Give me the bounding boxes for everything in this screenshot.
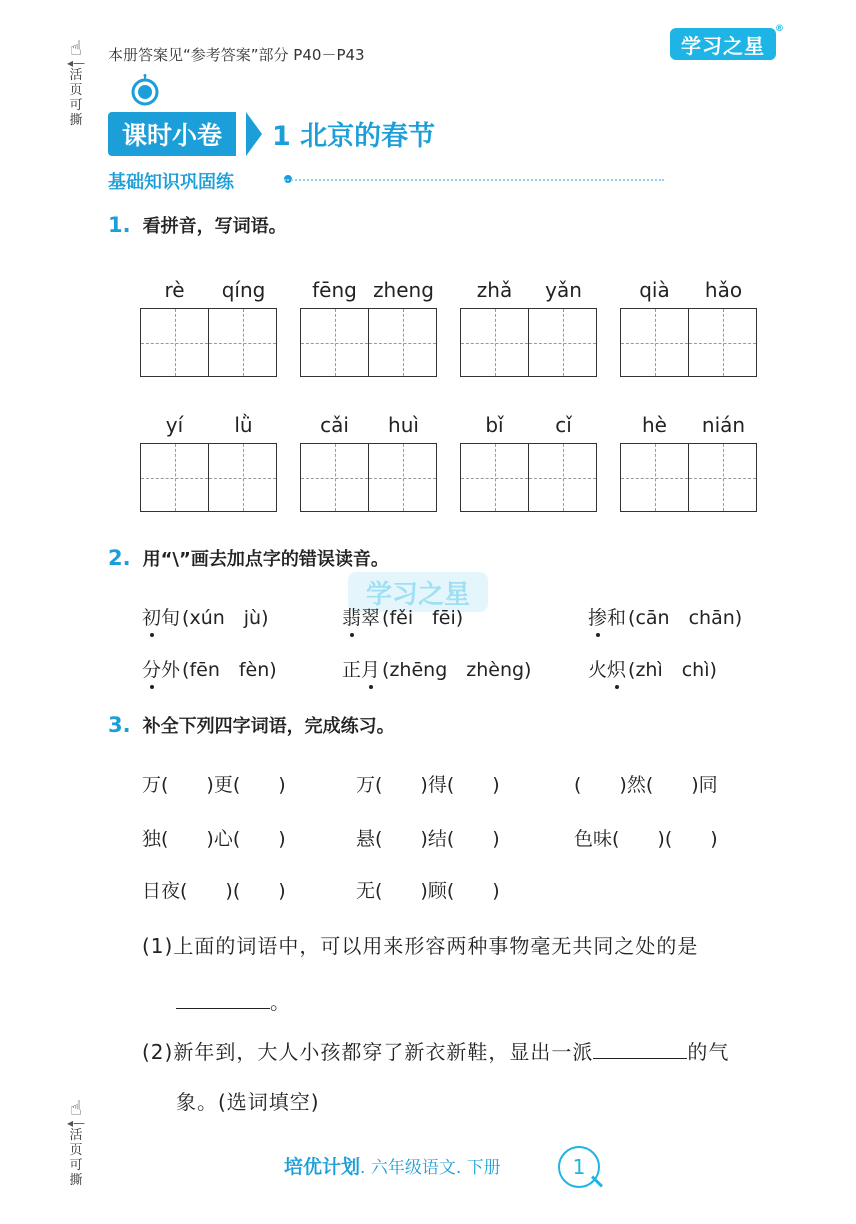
idiom-blank[interactable]: 万( )得( ) — [356, 774, 500, 796]
sub-question-2 — [142, 1036, 729, 1065]
word-box — [300, 413, 438, 512]
pinyin: huì — [388, 413, 419, 437]
sub-question-2-text-cont: 的气 — [687, 1040, 730, 1064]
writing-cell[interactable] — [689, 308, 757, 377]
answer-note: 本册答案见“参考答案”部分 P40－P43 — [108, 46, 365, 64]
pinyin-options[interactable]: (fēn fèn) — [182, 659, 277, 681]
reading-item — [342, 655, 531, 682]
idiom-blank[interactable]: 色味( )( ) — [574, 828, 718, 850]
pinyin: lǜ — [234, 413, 253, 437]
idiom-blank[interactable]: ( )然( )同 — [574, 774, 718, 796]
writing-cell[interactable] — [369, 308, 437, 377]
dotted-char: 初 — [142, 603, 161, 630]
tear-off-label: 活页可撕 — [69, 1128, 83, 1188]
pinyin: bǐ — [485, 413, 504, 437]
writing-cell[interactable] — [689, 443, 757, 512]
reading-item — [142, 655, 277, 682]
word-box — [460, 278, 598, 377]
dotted-char: 掺 — [588, 603, 607, 630]
writing-cell[interactable] — [529, 443, 597, 512]
writing-cell[interactable] — [529, 308, 597, 377]
writing-cell[interactable] — [140, 308, 209, 377]
writing-cell[interactable] — [460, 443, 529, 512]
dotted-char: 分 — [142, 655, 161, 682]
char: 正 — [342, 659, 362, 681]
question-number: 1. — [108, 213, 131, 237]
reading-item — [588, 655, 717, 682]
question-number: 3. — [108, 713, 131, 737]
idiom-blank[interactable]: 悬( )结( ) — [356, 828, 500, 850]
tear-off-marker-bottom — [62, 1098, 90, 1188]
brand-logo — [670, 24, 785, 60]
writing-cell[interactable] — [300, 443, 369, 512]
char: 和 — [607, 607, 627, 629]
pinyin: nián — [701, 413, 746, 437]
sub-question-2-line2: 象。(选词填空) — [176, 1090, 320, 1114]
word-box — [620, 278, 758, 377]
section-title: 基础知识巩固练 — [108, 172, 234, 193]
hand-icon: ☝ — [69, 1096, 83, 1120]
series-name: 培优计划 — [284, 1156, 361, 1178]
dotted-char: 炽 — [607, 655, 626, 682]
pinyin: rè — [164, 278, 185, 302]
watermark-logo: 学习之星 — [348, 572, 488, 612]
pinyin: hè — [642, 413, 667, 437]
pinyin: zheng — [373, 278, 434, 302]
pinyin: cǎi — [320, 413, 349, 437]
lesson-title: 1 北京的春节 — [272, 121, 436, 152]
astronaut-icon — [128, 74, 162, 108]
writing-cell[interactable] — [209, 443, 277, 512]
word-box — [460, 413, 598, 512]
pinyin: qíng — [221, 278, 266, 302]
writing-cell[interactable] — [209, 308, 277, 377]
idiom-blank[interactable]: 日夜( )( ) — [142, 880, 286, 902]
char: 翠 — [361, 607, 381, 629]
idiom-blank[interactable]: 万( )更( ) — [142, 774, 286, 796]
grade-info: . 六年级语文. 下册 — [360, 1158, 501, 1178]
sub-question-2-text: (2)新年到，大人小孩都穿了新衣新鞋，显出一派 — [142, 1040, 594, 1064]
writing-cell[interactable] — [300, 308, 369, 377]
pinyin-options[interactable]: (xún jù) — [182, 607, 269, 629]
char: 火 — [588, 659, 608, 681]
word-box — [140, 278, 278, 377]
pinyin: hǎo — [704, 278, 743, 302]
word-box — [140, 413, 278, 512]
question-number: 2. — [108, 546, 131, 570]
pinyin: fēng — [312, 278, 357, 302]
tear-off-marker-top — [62, 38, 90, 128]
hand-icon: ☝ — [69, 36, 83, 60]
pinyin: cǐ — [555, 413, 572, 437]
sub-question-1-answer — [176, 986, 291, 1015]
pinyin: yí — [165, 413, 184, 437]
dotted-char: 月 — [361, 655, 380, 682]
pinyin: zhǎ — [476, 278, 513, 302]
question-text: 补全下列四字词语，完成练习。 — [142, 716, 395, 737]
registered-mark: ® — [775, 24, 785, 34]
tear-off-label: 活页可撕 — [69, 68, 83, 128]
writing-cell[interactable] — [620, 308, 689, 377]
answer-blank[interactable] — [176, 990, 270, 1009]
question-text: 看拼音，写词语。 — [142, 216, 287, 237]
brand-name: 学习之星 — [681, 33, 765, 58]
idiom-blank[interactable]: 无( )顾( ) — [356, 880, 500, 902]
word-box — [620, 413, 758, 512]
pinyin-options[interactable]: (zhēng zhèng) — [382, 659, 532, 681]
answer-blank[interactable] — [593, 1040, 687, 1059]
question-2-heading — [108, 545, 389, 571]
page-number: 1 — [558, 1146, 600, 1188]
writing-cell[interactable] — [620, 443, 689, 512]
reading-item — [342, 603, 463, 630]
writing-cell[interactable] — [140, 443, 209, 512]
arrow-left-icon: ◂— — [66, 56, 86, 70]
arrow-left-icon: ◂— — [66, 1116, 86, 1130]
section-divider — [284, 179, 664, 181]
question-1-heading — [108, 212, 287, 238]
writing-cell[interactable] — [369, 443, 437, 512]
word-box — [300, 278, 438, 377]
period: 。 — [270, 990, 291, 1014]
footer — [284, 1152, 501, 1179]
pinyin: qià — [639, 278, 670, 302]
writing-cell[interactable] — [460, 308, 529, 377]
sub-question-1: (1)上面的词语中，可以用来形容两种事物毫无共同之处的是 — [142, 934, 699, 958]
pinyin: yǎn — [545, 278, 582, 302]
pinyin-options[interactable]: (cān chān) — [628, 607, 743, 629]
question-3-heading — [108, 712, 395, 738]
reading-item — [588, 603, 742, 630]
question-text: 用“\”画去加点字的错误读音。 — [142, 549, 389, 570]
char: 外 — [161, 659, 181, 681]
title-arrow-icon — [246, 112, 262, 156]
reading-item — [142, 603, 269, 630]
dotted-char: 翡 — [342, 603, 361, 630]
lesson-tag: 课时小卷 — [108, 112, 236, 156]
char: 旬 — [161, 607, 181, 629]
idiom-blank[interactable]: 独( )心( ) — [142, 828, 286, 850]
pinyin-options[interactable]: (zhì chì) — [628, 659, 717, 681]
pinyin-options[interactable]: (fěi fēi) — [382, 607, 464, 629]
